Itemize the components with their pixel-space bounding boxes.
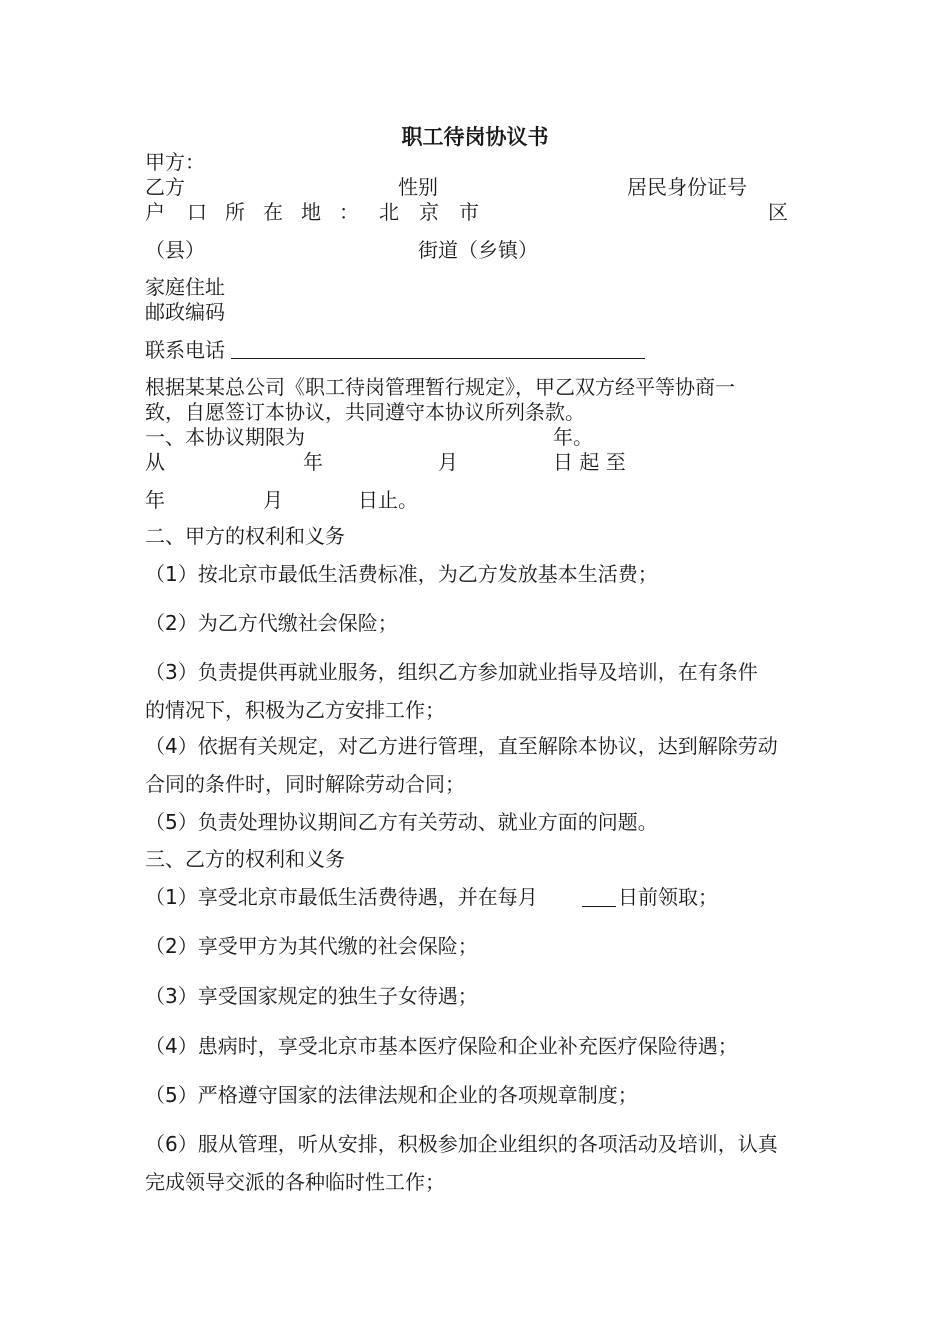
section-2-item-2: （2）为乙方代缴社会保险；: [145, 611, 398, 635]
intro-line-2: 致，自愿签订本协议，共同遵守本协议所列条款。: [145, 400, 585, 424]
term-end-day: 日止。: [358, 488, 418, 512]
phone-underline: [231, 358, 645, 359]
section-3-item-2: （2）享受甲方为其代缴的社会保险；: [145, 934, 478, 958]
party-a-label: 甲方：: [145, 150, 205, 174]
section-2-item-3b: 的情况下，积极为乙方安排工作；: [145, 698, 445, 722]
hukou-char-5: 地: [301, 200, 321, 224]
section-3-item-6a: （6）服从管理，听从安排，积极参加企业组织的各项活动及培训，认真: [145, 1132, 778, 1156]
section-2-item-5: （5）负责处理协议期间乙方有关劳动、就业方面的问题。: [145, 810, 658, 834]
day-underline: [582, 906, 616, 907]
hukou-char-6: ：: [339, 200, 359, 224]
section-2-item-4b: 合同的条件时，同时解除劳动合同；: [145, 772, 465, 796]
hukou-char-1: 户: [145, 200, 165, 224]
gender-label: 性别: [398, 175, 438, 199]
section-2-heading: 二、甲方的权利和义务: [145, 524, 345, 548]
term-month: 月: [438, 450, 458, 474]
intro-line-1: 根据某某总公司《职工待岗管理暂行规定》，甲乙双方经平等协商一: [145, 375, 735, 399]
id-number-label: 居民身份证号: [627, 175, 747, 199]
document-title: 职工待岗协议书: [401, 125, 549, 149]
hukou-char-7: 北: [379, 200, 399, 224]
section-3-item-1b: 日前领取；: [618, 885, 718, 909]
section-3-item-5: （5）严格遵守国家的法律法规和企业的各项规章制度；: [145, 1083, 638, 1107]
term-heading: 一、本协议期限为: [145, 425, 305, 449]
district-label: 区: [768, 200, 788, 224]
term-year-unit: 年。: [553, 425, 593, 449]
phone-label: 联系电话: [145, 338, 225, 362]
hukou-char-9: 市: [459, 200, 479, 224]
section-2-item-4a: （4）依据有关规定，对乙方进行管理，直至解除本协议，达到解除劳动: [145, 734, 778, 758]
section-3-item-4: （4）患病时，享受北京市基本医疗保险和企业补充医疗保险待遇；: [145, 1034, 738, 1058]
section-3-heading: 三、乙方的权利和义务: [145, 847, 345, 871]
term-from: 从: [145, 450, 165, 474]
section-2-item-3a: （3）负责提供再就业服务，组织乙方参加就业指导及培训，在有条件: [145, 660, 758, 684]
street-label: 街道（乡镇）: [418, 238, 538, 262]
county-label: （县）: [145, 238, 205, 262]
section-3-item-1a: （1）享受北京市最低生活费待遇，并在每月: [145, 885, 538, 909]
postal-code-label: 邮政编码: [145, 300, 225, 324]
section-3-item-6b: 完成领导交派的各种临时性工作；: [145, 1170, 445, 1194]
hukou-char-3: 所: [225, 200, 245, 224]
term-day-from: 日 起 至: [553, 450, 626, 474]
hukou-char-8: 京: [419, 200, 439, 224]
term-end-year: 年: [145, 488, 165, 512]
term-year: 年: [303, 450, 323, 474]
party-b-label: 乙方: [145, 175, 185, 199]
hukou-char-2: 口: [187, 200, 207, 224]
section-3-item-3: （3）享受国家规定的独生子女待遇；: [145, 984, 478, 1008]
section-2-item-1: （1）按北京市最低生活费标准，为乙方发放基本生活费；: [145, 562, 658, 586]
term-end-month: 月: [263, 488, 283, 512]
hukou-char-4: 在: [263, 200, 283, 224]
home-address-label: 家庭住址: [145, 275, 225, 299]
